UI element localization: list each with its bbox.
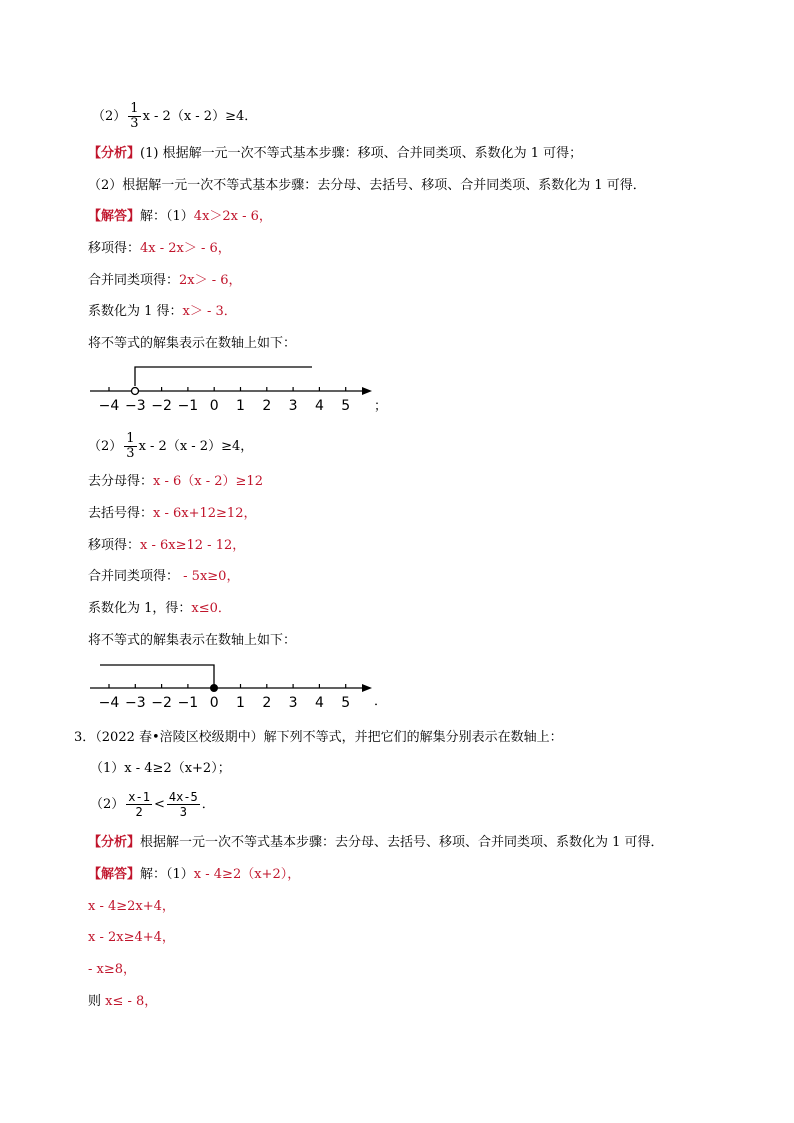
tick-labels [99,695,350,711]
numberline-2-tail: ． [374,694,388,709]
tick-label: 0 [209,398,219,414]
question-3-part-2: （2） $\frac{x-1}{2}$ < $\frac{4x-5}{3}$ ． [90,790,215,819]
tick-label: −1 [177,695,199,711]
part-label: （2） [92,109,127,124]
tick-marks [109,387,346,391]
numberline-1-tail: ； [374,399,388,414]
tick-label: −3 [124,398,146,414]
answer-line-1 [88,208,272,226]
tick-label: 4 [314,695,324,711]
tick-label: −4 [98,398,120,414]
step-combine: 合并同类项得：2x＞ - 6， [88,273,242,288]
tick-label: −1 [177,398,199,414]
question-3-part-1: （1）x - 4≥2（x+2）； [90,761,231,776]
question-3-answer: 【解答】解：（1）x - 4≥2（x+2）， [88,867,301,882]
closed-circle-point [211,685,218,692]
step2-bracket: 去括号得：x - 6x+12≥12， [88,506,257,521]
analysis-text: (1) 根据解一元一次不等式基本步骤：移项、合并同类项、系数化为 1 可得； [140,146,583,161]
question-3-step-1: x - 4≥2x+4， [88,899,175,914]
less-than-sign: < [153,797,165,812]
tick-marks [109,684,346,688]
tick-label: 3 [288,695,298,711]
tick-label: 5 [341,398,351,414]
tick-label: 1 [236,398,245,414]
axis-arrow [362,684,372,692]
tick-label: 1 [236,695,245,711]
step2-combine: 合并同类项得： - 5x≥0， [88,569,240,584]
tick-label: 3 [288,398,298,414]
fraction-one-third: $\frac{1}{3}$ [126,431,135,461]
fraction-one-third: $\frac{1}{3}$ [130,101,139,131]
axis-arrow [362,387,372,395]
tick-label: 0 [209,695,219,711]
numberline-intro-2: 将不等式的解集表示在数轴上如下： [88,633,297,648]
question-3-title: 3．（2022 春•涪陵区校级期中）解下列不等式，并把它们的解集分别表示在数轴上： [74,730,563,745]
analysis-line-1 [88,145,582,163]
analysis-tag: 【分析】 [88,146,141,161]
question-3-step-3: - x≥8， [88,962,137,977]
fraction-4x-minus-5-over-3: $\frac{4x-5}{3}$ [168,790,198,819]
expression: x - 2（x - 2）≥4． [142,109,258,124]
answer-intro: 解：（1） [140,209,194,224]
question-3-step-4: 则 x≤ - 8， [88,994,158,1009]
answer-tag: 【解答】 [88,209,141,224]
tick-label: 2 [262,398,272,414]
tick-labels [99,398,350,414]
tick-label: −3 [124,695,146,711]
solution-bracket [135,367,312,386]
problem-2-statement [92,102,257,131]
analysis-line-2: （2）根据解一元一次不等式基本步骤：去分母、去括号、移项、合并同类项、系数化为 1 可得． [88,178,646,193]
solution-bracket [100,665,214,684]
tick-label: 2 [262,695,272,711]
step2-denominator: 去分母得：x - 6（x - 2）≥12 [88,474,263,489]
question-3-analysis: 【分析】根据解一元一次不等式基本步骤：去分母、去括号、移项、合并同类项、系数化为 1 可得． [88,835,664,850]
step2-coefficient: 系数化为 1，得：x≤0． [88,601,231,616]
step2-move: 移项得：x - 6x≥12 - 12， [88,538,246,553]
numberline-intro-1: 将不等式的解集表示在数轴上如下： [88,336,297,351]
open-circle-point [132,388,139,395]
answer-expression: 4x＞2x - 6， [193,209,272,224]
question-3-step-2: x - 2x≥4+4， [88,930,175,945]
fraction-x-minus-1-over-2: $\frac{x-1}{2}$ [128,790,150,819]
tick-label: −2 [151,398,172,414]
tick-label: 5 [341,695,351,711]
step-coefficient: 系数化为 1 得：x＞ - 3． [88,304,237,319]
step-move: 移项得：4x - 2x＞ - 6， [88,241,231,256]
part-2-restate: （2） $\frac{1}{3}$ x - 2（x - 2）≥4， [88,431,254,461]
tick-label: −4 [98,695,120,711]
tick-label: −2 [151,695,172,711]
tick-label: 4 [314,398,324,414]
